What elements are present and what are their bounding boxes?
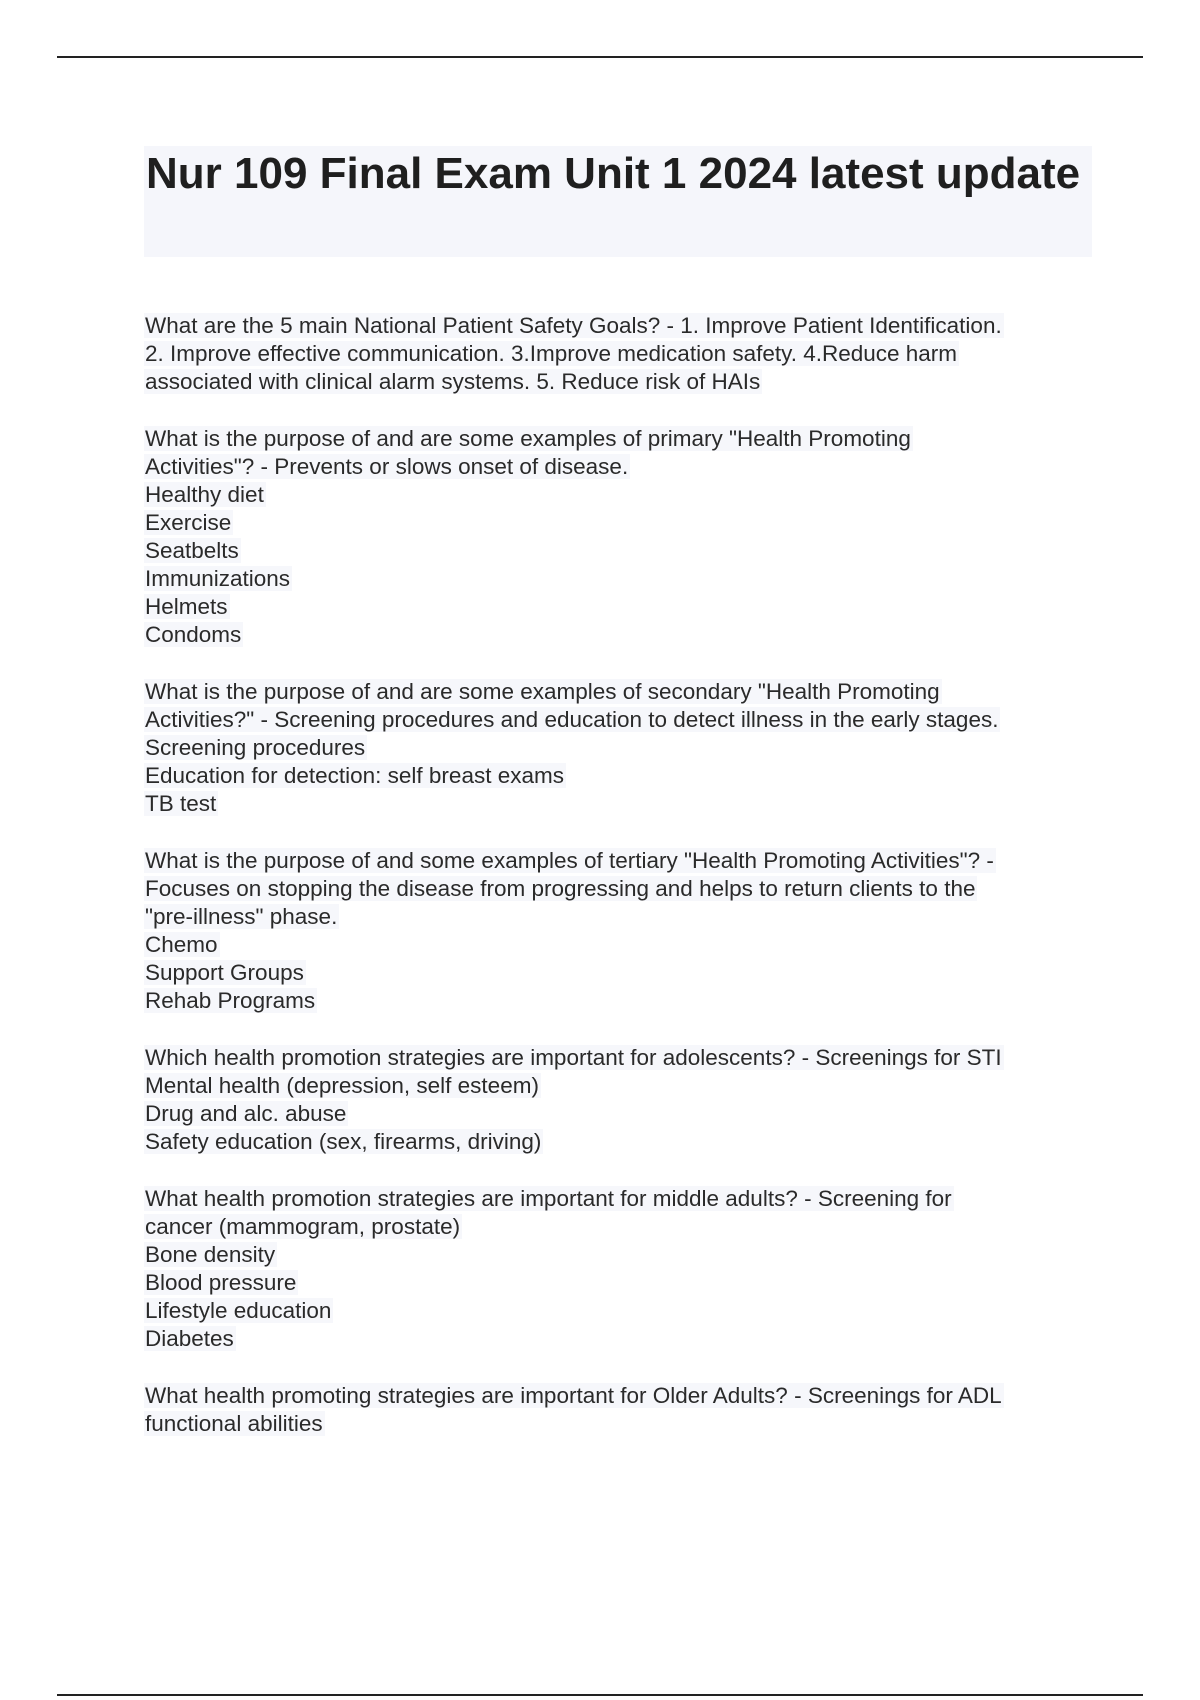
footer-rule xyxy=(57,1694,1143,1696)
qa-text: What is the purpose of and are some examples of secondary "Health Promoting Activities?" - Screening procedures and education to detect illness in the early stages. Screening procedures Education for detection: self breast exams TB test xyxy=(145,679,999,816)
qa-text: What are the 5 main National Patient Safety Goals? - 1. Improve Patient Identification. 2. Improve effective communication. 3.Improve medication safety. 4.Reduce harm associated with clinical alarm systems. 5. Reduce risk of HAIs xyxy=(145,313,1002,394)
qa-item-secondary-health-promoting xyxy=(144,678,1094,818)
qa-item-primary-health-promoting xyxy=(144,425,1094,649)
qa-text: Which health promotion strategies are important for adolescents? - Screenings for STI Mental health (depression, self esteem) Drug and alc. abuse Safety education (sex, firearms, driving) xyxy=(145,1045,1002,1154)
qa-text: What is the purpose of and are some examples of primary "Health Promoting Activities"? - Prevents or slows onset of disease. Healthy diet Exercise Seatbelts Immunizations Helmets Condoms xyxy=(145,426,911,647)
title-box xyxy=(144,146,1092,257)
qa-item-patient-safety-goals xyxy=(144,312,1094,396)
header-rule xyxy=(57,56,1143,58)
qa-text: What health promotion strategies are important for middle adults? - Screening for cancer (mammogram, prostate) Bone density Blood pressure Lifestyle education Diabetes xyxy=(145,1186,952,1351)
page-title: Nur 109 Final Exam Unit 1 2024 latest update xyxy=(146,149,1081,198)
qa-item-older-adults xyxy=(144,1382,1094,1438)
qa-text: What is the purpose of and some examples of tertiary "Health Promoting Activities"? - Focuses on stopping the disease from progressing and helps to return clients to the "pre-illness" phase. Chemo Support Groups Rehab Programs xyxy=(145,848,994,1013)
qa-text: What health promoting strategies are important for Older Adults? - Screenings for ADL functional abilities xyxy=(145,1383,1002,1436)
qa-item-adolescents xyxy=(144,1044,1094,1156)
qa-item-middle-adults xyxy=(144,1185,1094,1353)
qa-list xyxy=(144,312,1094,1467)
qa-item-tertiary-health-promoting xyxy=(144,847,1094,1015)
